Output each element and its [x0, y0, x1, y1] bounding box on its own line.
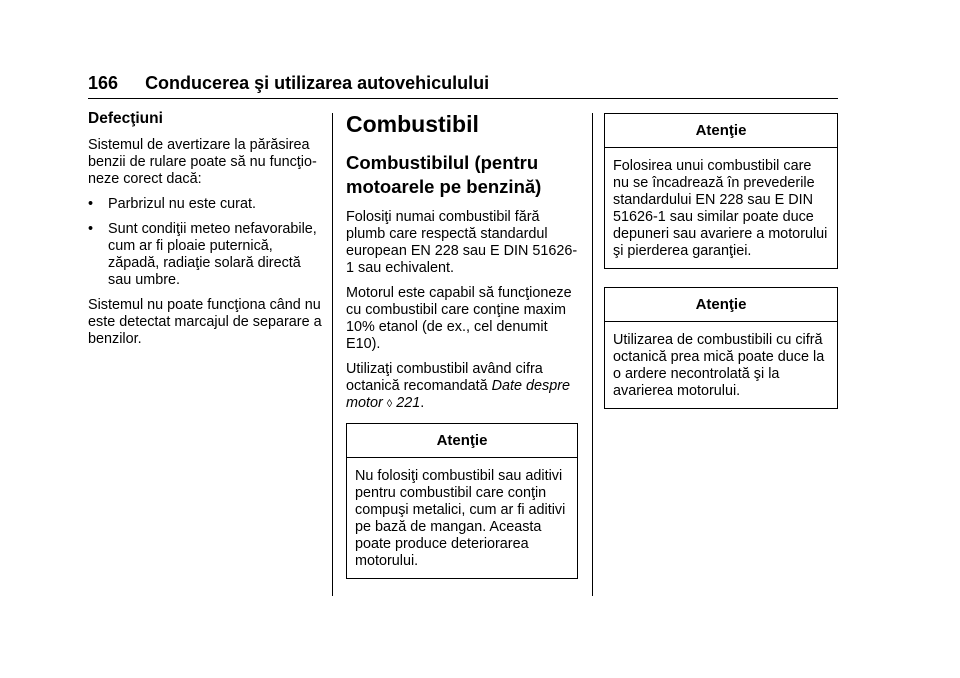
section-subtitle: Combustibilul (pentru motoarele pe benzină) [346, 152, 542, 197]
warning-box [604, 287, 838, 409]
paragraph-with-reference: Utilizaţi combustibil având cifra octanică recomandată Date despre motor ◊ 221. [346, 361, 571, 411]
list-item-text: Sunt condiţii meteo nefavorabile, cum ar fi ploaie puternică, zăpadă, radiaţie solară directă sau umbre. [108, 221, 317, 288]
section-title: Combustibil [346, 111, 479, 137]
paragraph: Motorul este capabil să funcţioneze cu combustibil care conţine maxim 10% etanol (de ex., cel denumit E10). [346, 285, 572, 352]
warning-title: Atenţie [605, 114, 837, 148]
reference-page: 221 [396, 395, 421, 411]
condition-list [88, 196, 324, 289]
warning-title: Atenţie [347, 424, 577, 458]
intro-paragraph: Sistemul de avertizare la părăsirea benzii de rulare poate să nu funcţio-neze corect dacă: [88, 137, 317, 187]
warning-body: Utilizarea de combustibili cu cifră octanică prea mică poate duce la o ardere necontrolată şi la avarierea motorului. [613, 332, 825, 399]
section-subheading: Defecţiuni [88, 110, 163, 127]
column-divider-1 [332, 113, 333, 596]
warning-title: Atenţie [605, 288, 837, 322]
warning-box [604, 113, 838, 269]
column-divider-2 [592, 113, 593, 596]
chapter-title: Conducerea şi utilizarea autovehiculului [145, 73, 490, 93]
list-item [88, 196, 324, 213]
column-middle [346, 110, 578, 597]
column-left [88, 110, 324, 356]
warning-box [346, 423, 578, 579]
paragraph: Folosiţi numai combustibil fără plumb care respectă standardul european EN 228 sau E DIN 51626-1 sau echivalent. [346, 209, 578, 276]
outro-paragraph: Sistemul nu poate funcţiona când nu este detectat marcajul de separare a benzilor. [88, 297, 322, 347]
bullet-icon: • [88, 221, 94, 237]
bullet-icon: • [88, 196, 94, 212]
page-number: 166 [88, 73, 119, 93]
paragraph-text: Utilizaţi combustibil având cifra octanică recomandată [346, 361, 543, 394]
list-item [88, 221, 324, 289]
page-reference-icon: ◊ [386, 398, 393, 410]
column-right [604, 113, 838, 427]
header-rule [88, 98, 838, 99]
warning-body: Folosirea unui combustibil care nu se încadrează în prevederile standardului EN 228 sau E DIN 51626-1 sau similar poate duce depuneri sau avariere a motorului şi pierderea garanţiei. [613, 158, 828, 259]
reference-title: Date despre motor [346, 378, 571, 411]
page-header [88, 72, 838, 94]
list-item-text: Parbrizul nu este curat. [108, 196, 256, 212]
warning-body: Nu folosiţi combustibil sau aditivi pentru combustibil care conţin compuşi metalici, cum ar fi aditivi pe bază de mangan. Aceasta poate produce deteriorarea motorului. [355, 468, 566, 569]
